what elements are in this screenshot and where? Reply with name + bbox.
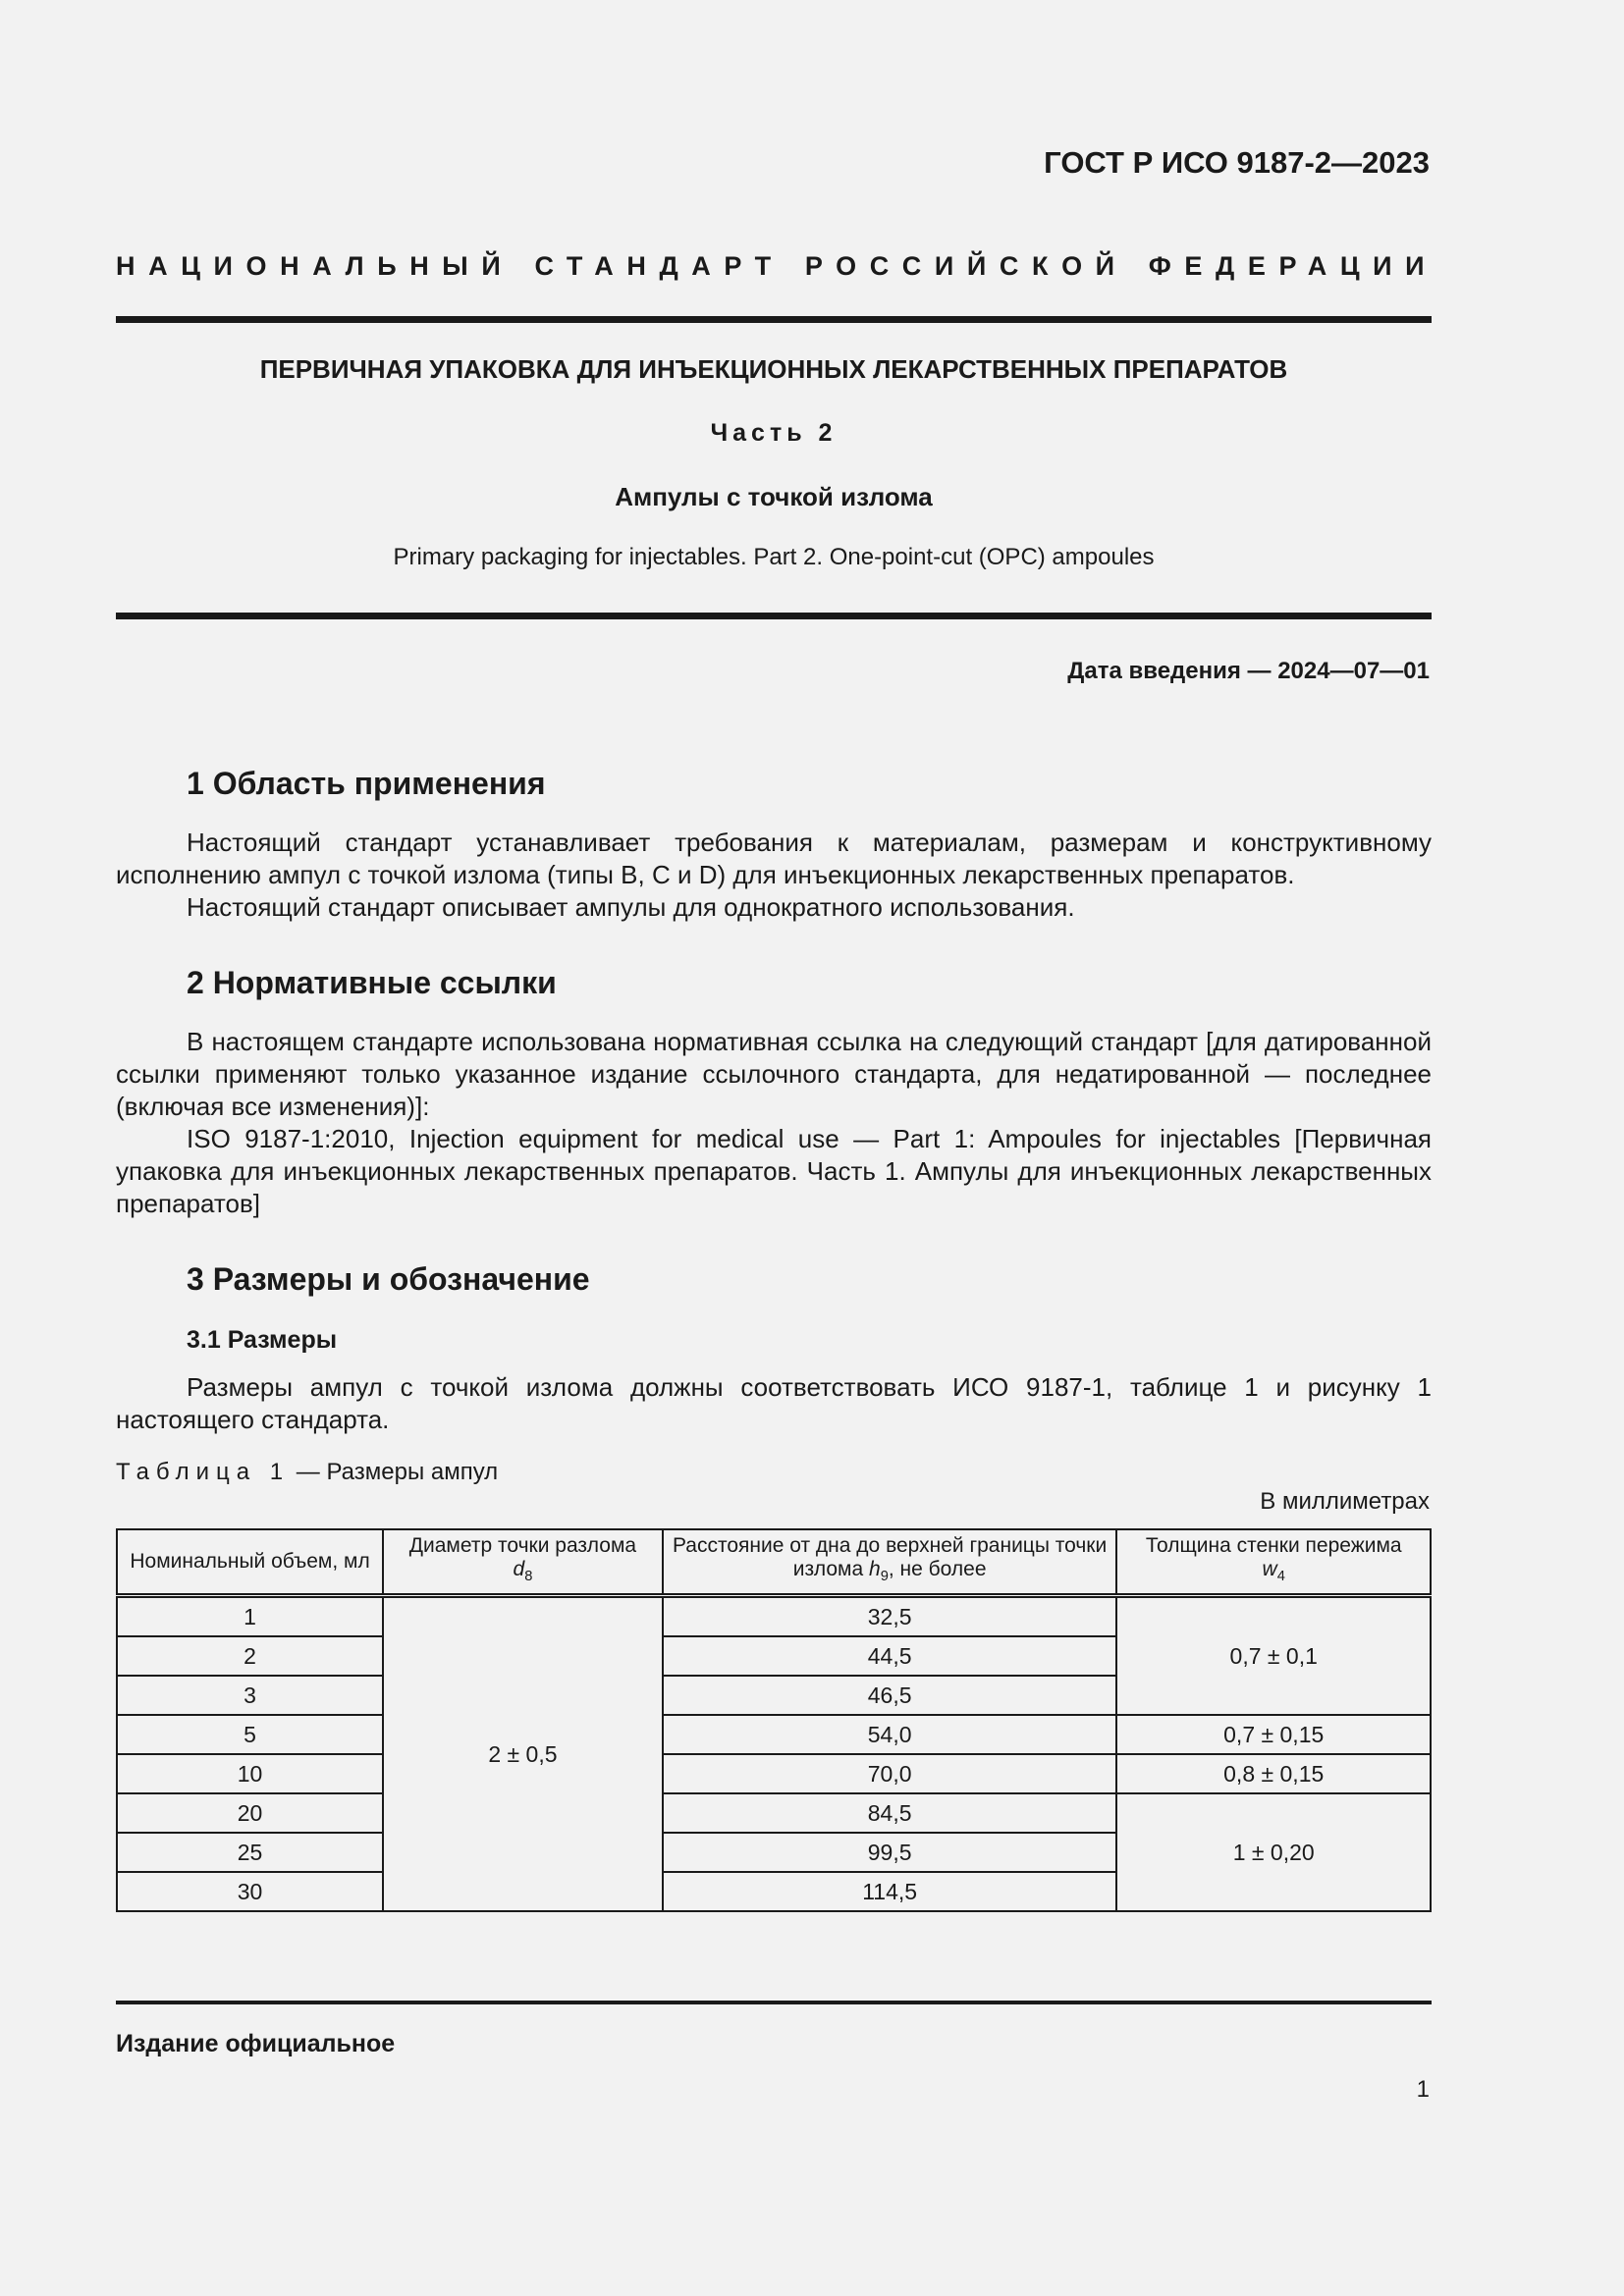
section-3-text xyxy=(116,1371,1432,1436)
distance-cell: 54,0 xyxy=(663,1715,1117,1754)
introduction-date: Дата введения — 2024—07—01 xyxy=(1067,658,1430,684)
section-2-paragraph-1: В настоящем стандарте использована нормативная ссылка на следующий стандарт [для датированной ссылки применяют только указанное издание ссылочного стандарта, для недатированной — последнее (включая все изменения)]: xyxy=(116,1027,1432,1121)
diameter-cell: 2 ± 0,5 xyxy=(383,1596,663,1912)
document-id: ГОСТ Р ИСО 9187-2—2023 xyxy=(1044,145,1430,180)
section-1-text xyxy=(116,827,1432,924)
table-caption-label: Таблица 1 xyxy=(116,1459,291,1485)
header-break-diameter: Диаметр точки разлома $d_8$ xyxy=(383,1529,663,1596)
section-3-heading: 3 Размеры и обозначение xyxy=(187,1261,590,1297)
distance-cell: 32,5 xyxy=(663,1596,1117,1637)
distance-cell: 70,0 xyxy=(663,1754,1117,1793)
volume-cell: 2 xyxy=(117,1636,383,1676)
title-rule xyxy=(116,613,1432,619)
table-units: В миллиметрах xyxy=(1260,1488,1430,1515)
top-rule xyxy=(116,316,1432,323)
official-edition-label: Издание официальное xyxy=(116,2030,396,2057)
distance-cell: 46,5 xyxy=(663,1676,1117,1715)
header-nominal-volume: Номинальный объем, мл xyxy=(117,1529,383,1596)
part-label: Часть 2 xyxy=(710,419,838,447)
section-3-paragraph-1: Размеры ампул с точкой излома должны соответствовать ИСО 9187-1, таблице 1 и рисунку 1 настоящего стандарта. xyxy=(116,1372,1432,1434)
section-1-paragraph-1: Настоящий стандарт устанавливает требования к материалам, размерам и конструктивному исполнению ампул с точкой излома (типы B, C и D) для инъекционных лекарственных препаратов. xyxy=(116,828,1432,889)
table-caption xyxy=(116,1459,498,1486)
volume-cell: 10 xyxy=(117,1754,383,1793)
section-1-paragraph-2: Настоящий стандарт описывает ампулы для однократного использования. xyxy=(187,892,1075,922)
section-1-heading: 1 Область применения xyxy=(187,766,546,801)
volume-cell: 3 xyxy=(117,1676,383,1715)
english-title: Primary packaging for injectables. Part 2. One-point-cut (OPC) ampoules xyxy=(393,544,1155,570)
footer-rule xyxy=(116,2001,1432,2004)
distance-cell: 44,5 xyxy=(663,1636,1117,1676)
thickness-cell: 1 ± 0,20 xyxy=(1116,1793,1431,1911)
volume-cell: 5 xyxy=(117,1715,383,1754)
table-row xyxy=(117,1754,1431,1793)
header-wall-thickness: Толщина стенки пережима $w_4$ xyxy=(1116,1529,1431,1596)
dimensions-table xyxy=(116,1528,1432,1912)
header-break-distance: Расстояние от дна до верхней границы точки излома $h_9$, не более xyxy=(663,1529,1117,1596)
section-2-paragraph-2: ISO 9187-1:2010, Injection equipment for medical use — Part 1: Ampoules for injectables [Первичная упаковка для инъекционных лекарственных препаратов. Часть 1. Ампулы для инъекционных лекарственных препаратов] xyxy=(116,1124,1432,1218)
distance-cell: 114,5 xyxy=(663,1872,1117,1911)
national-standard-heading: НАЦИОНАЛЬНЫЙ СТАНДАРТ РОССИЙСКОЙ ФЕДЕРАЦИИ xyxy=(116,251,1438,281)
thickness-cell: 0,7 ± 0,15 xyxy=(1116,1715,1431,1754)
table-row xyxy=(117,1715,1431,1754)
volume-cell: 25 xyxy=(117,1833,383,1872)
volume-cell: 20 xyxy=(117,1793,383,1833)
thickness-cell: 0,8 ± 0,15 xyxy=(1116,1754,1431,1793)
table-row xyxy=(117,1596,1431,1637)
volume-cell: 1 xyxy=(117,1596,383,1637)
table-header-row xyxy=(117,1529,1431,1596)
section-2-text xyxy=(116,1026,1432,1220)
thickness-cell: 0,7 ± 0,1 xyxy=(1116,1596,1431,1716)
table-row xyxy=(117,1793,1431,1833)
distance-cell: 84,5 xyxy=(663,1793,1117,1833)
volume-cell: 30 xyxy=(117,1872,383,1911)
section-2-heading: 2 Нормативные ссылки xyxy=(187,965,557,1000)
document-title: ПЕРВИЧНАЯ УПАКОВКА ДЛЯ ИНЪЕКЦИОННЫХ ЛЕКАРСТВЕННЫХ ПРЕПАРАТОВ xyxy=(259,354,1288,384)
document-subtitle: Ампулы с точкой излома xyxy=(615,482,933,511)
distance-cell: 99,5 xyxy=(663,1833,1117,1872)
section-3-1-heading: 3.1 Размеры xyxy=(187,1326,338,1354)
table-caption-text: — Размеры ампул xyxy=(290,1459,499,1485)
page-number: 1 xyxy=(1416,2076,1430,2103)
